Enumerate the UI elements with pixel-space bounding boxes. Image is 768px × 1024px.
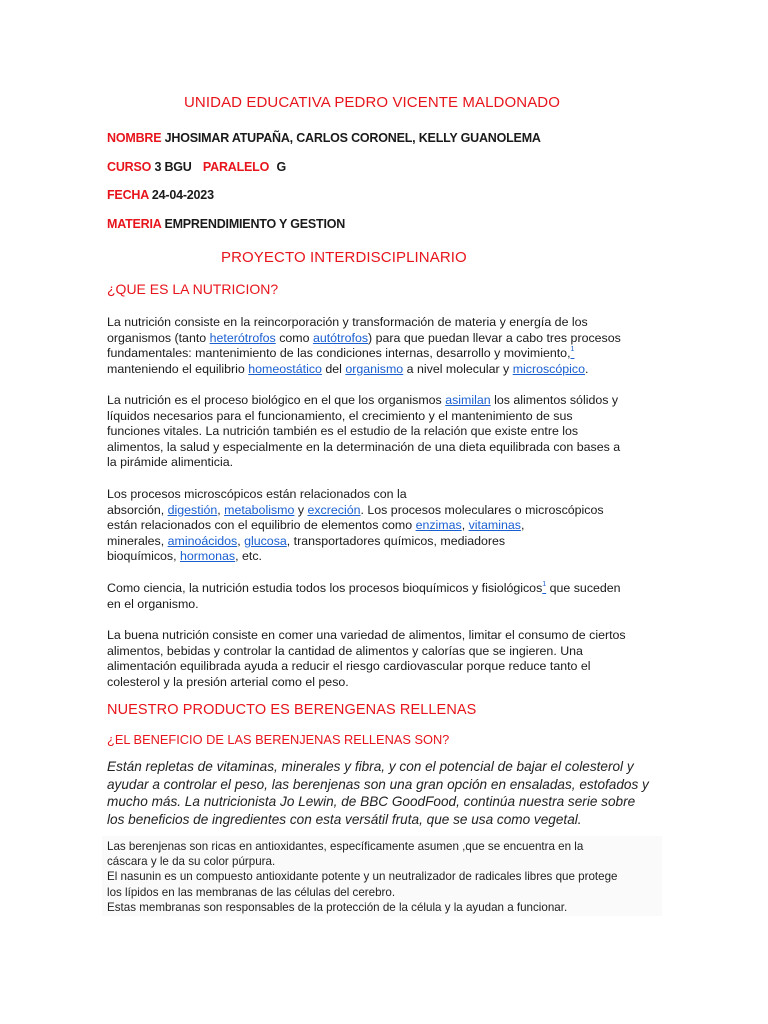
paragraph-buena-nutricion <box>107 628 626 690</box>
link-glucosa[interactable]: glucosa <box>244 533 287 548</box>
text-line: en el organismo. <box>107 596 199 611</box>
text-line: La nutrición consiste en la reincorporación y transformación de materia y energía de los <box>107 315 588 329</box>
text-line: la pirámide alimenticia. <box>107 455 234 469</box>
link-digestion[interactable]: digestión <box>167 502 218 517</box>
text-line: están relacionados con el equilibrio de elementos como enzimas, vitaminas, <box>107 518 525 532</box>
link-metabolismo[interactable]: metabolismo <box>224 502 295 517</box>
text-line: alimentos, la salud y especialmente en la determinación de una dieta equilibrada con bases a <box>107 439 621 454</box>
link-hormonas[interactable]: hormonas <box>180 549 236 563</box>
text-line: Estas membranas son responsables de la protección de la célula y la ayudan a funcionar. <box>107 900 568 914</box>
link-enzimas[interactable]: enzimas <box>415 518 462 532</box>
text-line: Están repletas de vitaminas, minerales y fibra, y con el potencial de bajar el colesterol y <box>107 759 634 774</box>
materia-field <box>107 217 345 231</box>
link-organismo[interactable]: organismo <box>345 361 404 376</box>
fecha-field <box>107 188 214 202</box>
text-line: La buena nutrición consiste en comer una variedad de alimentos, limitar el consumo de ciertos <box>107 628 626 642</box>
nombre-value: JHOSIMAR ATUPAÑA, CARLOS CORONEL, KELLY GUANOLEMA <box>164 131 541 145</box>
text-line: minerales, aminoácidos, glucosa, transportadores químicos, mediadores <box>107 533 506 548</box>
text-line: Los procesos microscópicos están relacionados con la <box>107 487 407 501</box>
link-microscopico[interactable]: microscópico <box>512 361 586 376</box>
question-beneficio: ¿EL BENEFICIO DE LAS BERENJENAS RELLENAS SON? <box>107 732 450 747</box>
product-title: NUESTRO PRODUCTO ES BERENGENAS RELLENAS <box>107 702 477 718</box>
text-line: alimentación equilibrada ayuda a reducir el riesgo cardiovascular porque reduce tanto el <box>107 659 591 673</box>
text-line: fundamentales: mantenimiento de las condiciones internas, desarrollo y movimiento,$^1$ <box>107 346 575 360</box>
paralelo-value: G <box>276 160 286 174</box>
paragraph-procesos <box>107 487 604 565</box>
paragraph-nutricion-2 <box>107 393 620 471</box>
text-line: alimentos, bebidas y controlar la cantidad de alimentos y calorías que se ingieren. Una <box>107 643 583 658</box>
text-line: funciones vitales. La nutrición también es el estudio de la relación que existe entre los <box>107 424 579 438</box>
text-line: bioquímicos, hormonas, etc. <box>107 549 262 563</box>
text-line: mucho más. La nutricionista Jo Lewin, de BBC GoodFood, continúa nuestra serie sobre <box>107 794 636 809</box>
question-nutricion: ¿QUE ES LA NUTRICION? <box>107 281 279 297</box>
curso-label: CURSO <box>107 160 152 174</box>
text-line: absorción, digestión, metabolismo y excreción. Los procesos moleculares o microscópicos <box>107 502 604 517</box>
link-vitaminas[interactable]: vitaminas <box>468 518 521 532</box>
text-line: El nasunin es un compuesto antioxidante potente y un neutralizador de radicales libres que protege <box>107 870 618 884</box>
nombre-label: NOMBRE <box>107 131 162 145</box>
text-line: colesterol y la presión arterial como el peso. <box>107 674 349 689</box>
fecha-label: FECHA <box>107 188 149 202</box>
link-excrecion[interactable]: excreción <box>307 502 361 517</box>
text-line: La nutrición es el proceso biológico en el que los organismos asimilan los alimentos sólidos y <box>107 393 619 407</box>
text-line: los beneficios de ingredientes con esta versátil fruta, que se usa como vegetal. <box>107 811 582 827</box>
school-title: UNIDAD EDUCATIVA PEDRO VICENTE MALDONADO <box>184 94 560 111</box>
link-asimilan[interactable]: asimilan <box>445 393 491 407</box>
link-heterotrofos[interactable]: heterótrofos <box>209 330 276 345</box>
link-autotrofos[interactable]: autótrofos <box>312 330 369 345</box>
curso-field <box>107 160 286 174</box>
paragraph-antioxidantes <box>107 839 617 915</box>
materia-value: EMPRENDIMIENTO Y GESTION <box>164 217 346 231</box>
paragraph-nutricion-1 <box>107 315 621 377</box>
link-aminoacidos[interactable]: aminoácidos <box>167 533 238 548</box>
text-line: manteniendo el equilibrio homeostático del organismo a nivel molecular y microscópico. <box>107 361 589 376</box>
text-line: ayudar a controlar el peso, las berenjenas son una gran opción en ensaladas, estofados y <box>107 776 649 792</box>
paragraph-beneficios-italic <box>107 758 649 828</box>
fecha-value: 24-04-2023 <box>151 188 214 202</box>
text-line: Como ciencia, la nutrición estudia todos los procesos bioquímicos y fisiológicos$^1$ que suceden <box>107 581 621 595</box>
nombre-field <box>107 131 541 145</box>
text-line: cáscara y le da su color púrpura. <box>107 855 276 869</box>
footnote-link[interactable]: 1 <box>542 581 547 588</box>
paragraph-ciencia <box>107 581 621 612</box>
text-line: líquidos necesarios para el funcionamiento, el crecimiento y el mantenimiento de sus <box>107 408 573 423</box>
project-title: PROYECTO INTERDISCIPLINARIO <box>221 249 467 266</box>
paralelo-label: PARALELO <box>202 160 270 174</box>
link-homeostatico[interactable]: homeostático <box>248 361 322 376</box>
materia-label: MATERIA <box>107 217 162 231</box>
text-line: los lípidos en las membranas de las células del cerebro. <box>107 885 396 899</box>
text-line: Las berenjenas son ricas en antioxidantes, específicamente asumen ,que se encuentra en la <box>107 840 584 853</box>
curso-value: 3 BGU <box>154 160 192 174</box>
footnote-link[interactable]: 1 <box>570 346 575 353</box>
text-line: organismos (tanto heterótrofos como autótrofos) para que puedan llevar a cabo tres procesos <box>107 330 621 345</box>
